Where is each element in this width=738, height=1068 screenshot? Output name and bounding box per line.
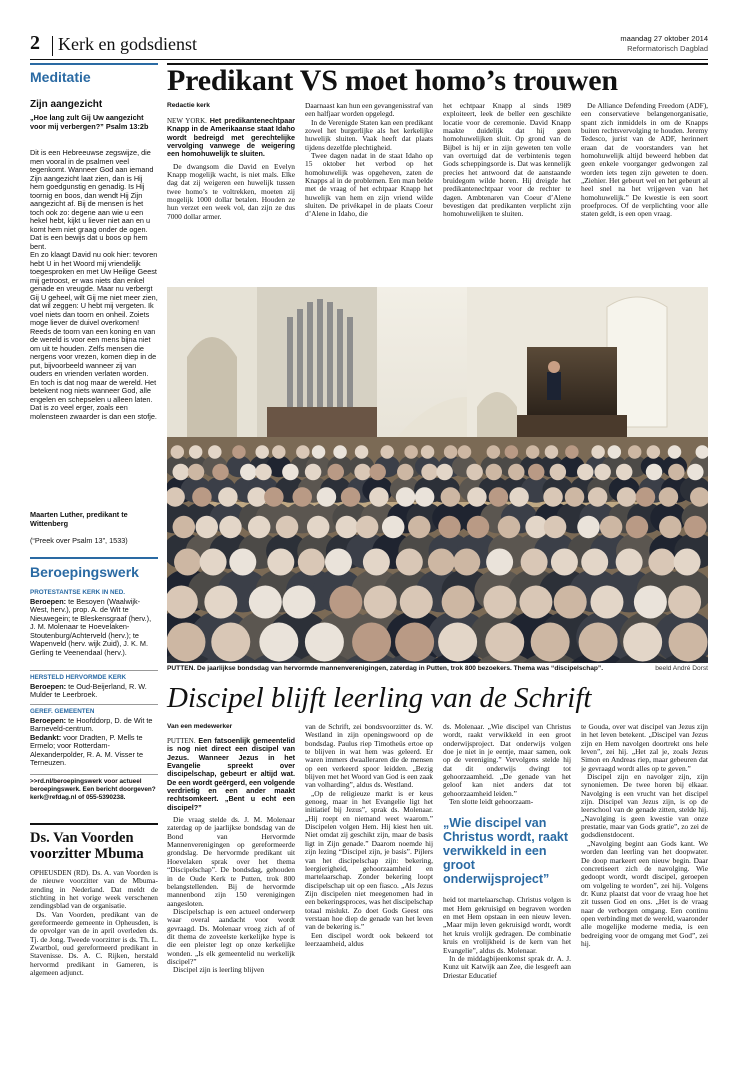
beroep-rule (30, 557, 158, 559)
lead-text: Een fatsoenlijk gemeentelid is nog niet direct een discipel van Jezus. Wanneer Jezus in het Evangelie spreekt over discipelschap, gebeurt er altijd wat. De een wordt geërgerd, een volgende verdrietig en een ander maakt rechtsomkeert. „Bent u echt een discipel?” (167, 736, 295, 812)
article2-headline: Discipel blijft leerling van de Schrift (167, 682, 592, 714)
entry-text: te Oud-Beijerland, R. W. Mulder te Leerbroek. (30, 681, 147, 699)
article1-paragraph: het echtpaar Knapp al sinds 1989 exploiteert, leek de beller een geschikte locatie voor de ceremonie. David Knapp maakte duidelijk dat hij geen homohuwelijken sluit. Op grond van de Bijbel is hij er in zijn geweten ten volle van overtuigd dat de verbintenis tegen Gods scheppingsorde is. Dat was kennelijk precies het antwoord dat de aanstaande bruidegom wilde horen. Hij dreigde het predikantenechtpaar voor de rechter te dagen. Ambtenaren van Coeur d’Alene bevestigen dat predikanten verplicht zijn homohuwelijken te sluiten. (443, 102, 571, 219)
article1-headline: Predikant VS moet homo’s trouwen (167, 64, 618, 97)
article2-col1 (167, 723, 295, 1063)
article1-col2 (305, 102, 433, 282)
article2-paragraph: Ten slotte leidt gehoorzaam- (449, 797, 534, 807)
beroep-group (30, 674, 158, 700)
entry-text: voor Dradten, P. Mells te Ermelo; voor Rotterdam-Alexanderpolder, R. A. M. Visser te Terneuzen. (30, 732, 144, 767)
caption-place: PUTTEN. (167, 665, 196, 672)
article2-paragraph: Discipel zijn is leerling blijven (173, 965, 265, 975)
meditatie-title: Zijn aangezicht (30, 99, 103, 110)
article2-paragraph: „Op de religieuze markt is er keus genoeg, maar in het Evangelie ligt het initiatief bij Jezus”, sprak ds. Molenaar. „Hij roept en niemand weet waarom.” Discipelen volgen Hem. Hij kiest hen uit. Niet omdat zij geschikt zijn, maar de basis ligt in Zijn genade.” Daarom noemde hij zijn lezing “Discipel zijn, je basis”. Pijlers van het discipelschap zijn: bekering, leergierigheid, gehoorzaamheid en martelaarschap. Zonder bekering loopt discipelschap uit op een fiasco. „Als Jezus Zijn discipelen niet meegenomen had in een bekeringsproces, was het discipelschap totaal mislukt. Zo doet Gods Geest ons verstaan hoe diep de genade van het leven van de bekering is.” (305, 788, 433, 932)
group-divider (30, 774, 158, 775)
article1-paragraph: Twee dagen nadat in de staat Idaho op 15 oktober het verbod op het homohuwelijk was opgeheven, zaten de Knapps al in de problemen. Een man belde met de vraag of het echtpaar Knapp het huwelijk van hem en zijn vriend wilde sluiten. De privékapel in de plaats Coeur d’Alene in Idaho, die (305, 151, 433, 219)
article2-byline: Van een medewerker (167, 723, 233, 730)
voorden-paragraph: Ds. Van Voorden, predikant van de gereformeerde gemeente in Opheusden, is de opvolger van de in april overleden ds. Tj. de Jong. Tweede voorzitter is ds. Th. L. Zwartbol, oud gereformeerd predikant in Stavenisse. Ds. A. C. Rijken, herstald hervormd predikant in Gameren, is algemeen adjunct. (30, 909, 158, 978)
beroep-footnote[interactable]: >>rd.nl/beroepingswerk voor actueel beroepingswerk. Een bericht doorgeven? kerk@refdag.nl of 055-5390238. (30, 778, 156, 801)
beroep-entry (30, 683, 158, 700)
article1-byline: Redactie kerk (167, 102, 210, 109)
article2-paragraph: In de middagbijeenkomst sprak dr. A. J. Kunz uit Katwijk aan Zee, die lesgeeft aan Driestar Educatief (443, 953, 571, 980)
photo-caption (167, 664, 708, 673)
text: Ds. A. van Voorden is de nieuwe voorzitter van de Mbuma-zending in Nederland. Dat meldt de stichting in het vorige week verschenen zendingsblad van de organisatie. (30, 868, 158, 911)
photo-credit: beeld André Dorst (655, 665, 708, 672)
voorden-paragraph (30, 869, 158, 911)
article2-paragraph: Discipelschap is een actueel onderwerp waar overal aandacht voor wordt gevraagd. Ds. Molenaar vroeg zich af of dit thema de zoveelste kerkelijke hype is die een pleister legt op onze kerkelijke wonden. „Is elk gemeentelid nu werkelijk discipel?” (167, 906, 295, 966)
article1-paragraph: De Alliance Defending Freedom (ADF), een conservatieve belangenorganisatie, spant zich inmiddels in om de Knapps buiten rechtsvervolging te houden. Jeremy Tedesco, jurist van de ADF, herinnert eraan dat de voorstanders van het homohuwelijk altijd beweerd hebben dat geen enkele voorganger gedwongen zal worden iets tegen zijn geweten te doen. „Ziehier. Het gebeurt wel en het gebeurt al heel snel na het vrijgeven van het homohuwelijk.” De kwestie is een soort proefproces. Of de verplichting voor alle staten geldt, is een open vraag. (581, 102, 708, 219)
article2-paragraph: heid tot martelaarschap. Christus volgen is met Hem gekruisigd en begraven worden en met Hem opstaan in een nieuw leven. „Maar mijn leven gekruisigd wordt, wordt het kruis vrolijk gedragen. De combinatie kruis en vrolijkheid is de kern van het Evangelie”, aldus ds. Molenaar. (443, 895, 571, 955)
beroep-group (30, 589, 158, 657)
header-paper: Reformatorisch Dagblad (627, 44, 708, 53)
pull-quote: „Wie discipel van Christus wordt, raakt verwikkeld in een groot onderwijsproject” (443, 816, 569, 887)
lead-text: Het predikantenechtpaar Knapp in de Amerikaanse staat Idaho wordt bedreigd met gerechtelijke vervolging vanwege de weigering een homohuwelijk te sluiten. (167, 116, 295, 159)
beroepingswerk-heading: Beroepingswerk (30, 564, 139, 580)
header-rule (30, 59, 708, 60)
sidebar-top-rule (30, 63, 158, 65)
article2-paragraph: van de Schrift, zei bondsvoorzitter ds. W. Westland in zijn openingswoord op de bondsdag. Paulus riep Timotheüs ertoe op te blijven in wat hem was geleerd. Er waren immers dwaalleraren die de mensen op een verkeerd spoor leidden. „Bezig blijven met het Woord van God is een zaak van volharding”, aldus ds. Westland. (305, 723, 433, 790)
article2-paragraph: Die vraag stelde ds. J. M. Molenaar zaterdag op de jaarlijkse bondsdag van de Bond van Hervormde Mannenverenigingen op gereformeerde grondslag. De hervormde predikant uit Hoevelaken sprak over het thema “Discipelschap”. De bondsdag, gehouden in de Oude Kerk te Putten, trok 800 belangstellenden. Bij de hervormde mannenbond zijn 150 verenigingen aangesloten. (167, 815, 295, 908)
article2-paragraph: Een discipel wordt ook bekeerd tot leerzaamheid, aldus (305, 930, 433, 948)
article2-col2 (305, 723, 433, 1063)
audience-heads (167, 287, 708, 663)
church-name: HERSTELD HERVORMDE KERK (30, 674, 127, 681)
article2-paragraph: te Gouda, over wat discipel van Jezus zijn in het leven betekent. „Discipel van Jezus zijn en Hem navolgen doortrekt ons hele leven”, zei hij. „Het zal je, zoals Jezus Simon en Andreas riep, maar gebeuren dat je gevraagd wordt alles op te geven.” (581, 723, 708, 773)
group-divider (30, 670, 158, 671)
entry-label: Bedankt: (30, 732, 62, 742)
meditatie-heading: Meditatie (30, 69, 91, 85)
beroep-entry (30, 734, 158, 768)
beroep-entry (30, 717, 158, 734)
church-name: PROTESTANTSE KERK IN NED. (30, 589, 126, 596)
sidebar (30, 63, 158, 1063)
meditatie-quote: „Hoe lang zult Gij Uw aangezicht voor mij verbergen?” Psalm 13:2b (30, 113, 149, 131)
header-divider (52, 36, 53, 56)
meditatie-author: Maarten Luther, predikant te Wittenberg (30, 510, 128, 528)
entry-text: te Besoyen (Waalwijk-West, herv.), prop. A. de Wit te Nieuwegein; te Bleskensgraaf (herv.), J. M. Molenaar te Hoevelaken-Stoutenburg/Achterveld (herv.); te Wapenveld (herv. wijk Zuid), J. K. M. Gerling te Veenendaal (herv.). (30, 596, 152, 657)
meditatie-paragraph: En zo klaagt David nu ook hier: tevoren hebt U in het Woord mij vriendelijk toegesproken en met Uw Heilige Geest mij getroost, er was niets dan enkel genade en vreugde. Maar nu verbergt Gij U geheel, wilt Gij me niet meer zien, dat wil zeggen: U hebt mij vergeten. Ik voel niets dan toorn en onheil. Zoiets moge liever de duivel overkomen! Reeds de toorn van een koning en van de wereld is voor een mens bijna niet om uit te houden. Zelfs mensen die nergens voor vrezen, komen diep in de put, bijvoorbeeld wanneer zij van ouders en vrienden verlaten worden. En toch is dat nog maar de wereld. Het betekent nog niets wanneer God, alle engelen en schepselen u alleen laten. Dat is zo veel erger, zoals een molensteen zwaarder is dan een stofje. (30, 250, 158, 421)
article1-col1 (167, 102, 295, 282)
article2-lead (167, 737, 295, 812)
caption-text: De jaarlijkse bondsdag van hervormde mannenverenigingen, zaterdag in Putten, trok 800 bezoekers. Thema was “discipelschap”. (195, 665, 604, 672)
header-date: maandag 27 oktober 2014 (620, 34, 708, 43)
voorden-body (30, 869, 158, 977)
dateline: OPHEUSDEN (RD). (30, 869, 90, 877)
church-name: GEREF. GEMEENTEN (30, 708, 95, 715)
beroep-group (30, 708, 158, 768)
entry-label: Beroepen: (30, 681, 67, 691)
article1-paragraph: De dwangsom die David en Evelyn Knapp mogelijk wacht, is niet mals. Elke dag dat zij weigeren een huwelijk tussen twee homo’s te voltrekken, moeten zij mogelijk 1000 dollar betalen. Houden ze hun verzet een week vol, dan zijn ze dus 7000 dollar armer. (167, 161, 295, 221)
voorden-rule (30, 823, 158, 825)
article2-paragraph: ds. Molenaar. „Wie discipel van Christus wordt, raakt verwikkeld in een groot onderwijsproject. Dat onderwijs volgen doe je niet in je eentje, maar samen, ook op de vereniging.” Vervolgens stelde hij dat dit onderwijs dwingt tot gehoorzaamheid. „De genade van het geloof kan niet anders dat tot gehoorzaamheid leiden.” (443, 723, 571, 798)
voorden-title: Ds. Van Voorden voorzitter Mbuma (30, 830, 144, 862)
beroep-entry (30, 598, 158, 658)
article2-col3 (443, 723, 571, 1063)
church-photo (167, 287, 708, 663)
article1-paragraph: Daarnaast kan hun een gevangenisstraf van een halfjaar worden opgelegd. (305, 102, 433, 119)
article1-col4 (581, 102, 708, 282)
meditatie-paragraph: Dit is een Hebreeuwse zegswijze, die men vooral in de psalmen veel tegenkomt. Wanneer God aan iemand Zijn aangezicht laat zien, dan is Hij hem goedgunstig en genadig. Is Hij toornig en boos, dan wendt Hij Zijn aangezicht af. Bij de mensen is het toch ook zo: degene aan wie u een hekel hebt, kijkt u liever niet aan en u komt hem niet graag onder de ogen. Dat is een bewijs dat u boos op hem bent. (30, 148, 154, 251)
entry-text: te Hoofddorp, D. de Wit te Barneveld-centrum. (30, 715, 153, 733)
group-divider (30, 704, 158, 705)
entry-label: Beroepen: (30, 715, 67, 725)
article1-paragraph: In de Verenigde Staten kan een predikant zowel het burgerlijke als het kerkelijke huwelijk sluiten. Vaak heeft dat plaats tijdens dezelfde plechtigheid. (305, 117, 433, 152)
article2-paragraph: Discipel zijn en navolger zijn, zijn synoniemen. De twee horen bij elkaar. Navolging is een vrucht van het discipel zijn. Discipel van Jezus zijn, is op de leerschool van de genade zitten, stelde hij. „Navolging is geen kwestie van onze prestatie, maar van Gods gratie”, zo zei de godsdienstdocent. (581, 772, 708, 840)
article1-col3 (443, 102, 571, 282)
page-number: 2 (30, 32, 40, 54)
dateline: PUTTEN. (167, 737, 196, 745)
article2-paragraph: „Navolging begint aan Gods kant. We worden dan leerling van het doopwater. De doop markeert een nieuw begin. Daar concretiseert zich de navolging. Wie gedoopt wordt, wordt discipel, geroepen om volgeling te worden”, zei hij. Volgens dr. Kunz plaatst dat voor de vraag hoe het zit tussen God en ons. „Het is de vraag naar de verborgen omgang. Een continu open verbinding met de wereld, waaronder alle mogelijke moderne media, is een bedreiging voor de omgang met God”, zei hij. (581, 838, 708, 948)
article1-lead (167, 117, 295, 159)
meditatie-body (30, 149, 158, 421)
section-title: Kerk en godsdienst (58, 34, 197, 54)
meditatie-source: (“Preek over Psalm 13”, 1533) (30, 536, 128, 545)
entry-label: Beroepen: (30, 596, 67, 606)
dateline: NEW YORK. (167, 117, 207, 125)
article2-col4 (581, 723, 708, 1063)
